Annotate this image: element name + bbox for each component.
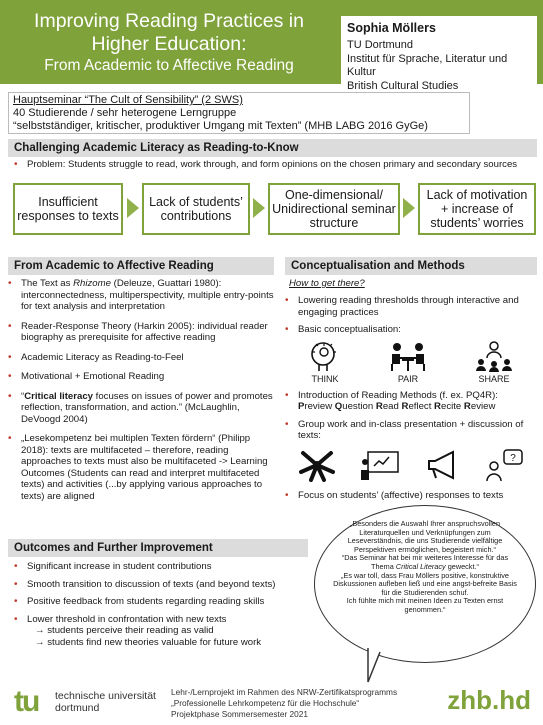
- pair-item: [388, 340, 428, 384]
- arrow-icon: [127, 198, 139, 218]
- outcome-sub-2: → students find new theories valuable for future work: [35, 636, 262, 648]
- left-panel-heading: From Academic to Affective Reading: [8, 257, 274, 275]
- share-item: [474, 340, 514, 384]
- right-panel-list-2: [285, 390, 537, 442]
- left-panel-list: [8, 278, 274, 502]
- list-item: • Academic Literacy as Reading-to-Feel: [8, 352, 274, 364]
- presentation-board-icon: [360, 448, 400, 482]
- flow-box-one-dimensional: One-dimensional/ Unidirectional seminar structure: [268, 183, 400, 235]
- list-item: • Basic conceptualisation:: [285, 324, 537, 336]
- right-panel-list: [285, 295, 537, 336]
- pair-icon: [388, 340, 428, 372]
- flow-box-lack-motivation: Lack of motivation + increase of students’ worries: [418, 183, 536, 235]
- seminar-title: Hauptseminar “The Cult of Sensibility” (2 SWS): [13, 94, 243, 106]
- list-item: • Introduction of Reading Methods (f. ex. PQ4R): Preview Question Read Reflect Recite Review: [285, 390, 537, 413]
- title-line-3: From Academic to Affective Reading: [44, 57, 294, 74]
- list-item: • Smooth transition to discussion of texts (and beyond texts): [14, 579, 314, 591]
- poster-title: [8, 10, 330, 76]
- think-pair-share: [285, 340, 537, 384]
- think-item: [308, 340, 342, 384]
- footer-text: Lehr-/Lernprojekt im Rahmen des NRW-Zertifikatsprogramms „Professionelle Lehrkompetenz für die Hochschule“ Projektphase Sommersemester 2021: [171, 687, 398, 719]
- how-question: How to get there?: [289, 278, 365, 289]
- outcomes-list: [14, 561, 314, 648]
- tu-name: technische universität dortmund: [55, 690, 156, 714]
- right-panel-heading: Conceptualisation and Methods: [285, 257, 537, 275]
- arrow-icon: [403, 198, 415, 218]
- flow-box-insufficient-responses: Insufficient responses to texts: [13, 183, 123, 235]
- zhb-logo: zhb.hd: [447, 685, 531, 715]
- author-affiliation-3: British Cultural Studies: [347, 79, 459, 92]
- discussion-question-icon: [486, 448, 526, 482]
- share-label: SHARE: [478, 373, 510, 384]
- seminar-participants: 40 Studierende / sehr heterogene Lerngruppe: [13, 107, 237, 119]
- svg-text:?: ?: [509, 452, 516, 464]
- share-icon: [474, 340, 514, 372]
- quote-4: Ich fühlte mich mit meinen Ideen zu Texten ernst genommen.“: [346, 596, 504, 614]
- right-panel: [285, 278, 537, 501]
- outcomes-heading: Outcomes and Further Improvement: [8, 539, 308, 557]
- challenge-list: [14, 159, 534, 171]
- author-name: Sophia Möllers: [347, 21, 436, 35]
- right-panel-list-3: [285, 490, 537, 502]
- list-item: • The Text as Rhizome (Deleuze, Guattari 1980): interconnectedness, multiperspectivity, multiple entry-points for text analysis and interpretation: [8, 278, 274, 313]
- list-item: • Reader-Response Theory (Harkin 2005): individual reader biography as prerequisite for affective reading: [8, 321, 274, 344]
- author-affiliation-1: TU Dortmund: [347, 39, 414, 51]
- activity-icons: [285, 448, 537, 482]
- think-label: THINK: [311, 373, 339, 384]
- student-quote-bubble: [314, 505, 536, 663]
- teamwork-hands-icon: [297, 448, 337, 482]
- speech-tail-icon: [366, 648, 382, 684]
- list-item: • Positive feedback from students regarding reading skills: [14, 596, 314, 608]
- outcome-sub-1: → students perceive their reading as valid: [35, 625, 214, 636]
- quote-2: “Das Seminar hat bei mir weiteres Interesse für das Thema Critical Literacy geweckt.“: [341, 553, 509, 571]
- author-affiliation-2: Institut für Sprache, Literatur und Kultur: [347, 52, 508, 78]
- seminar-goal: “selbstständiger, kritischer, produktiver Umgang mit Texten” (MHB LABG 2016 GyGe): [13, 120, 428, 132]
- author-box: [341, 16, 537, 104]
- seminar-info: [8, 92, 470, 134]
- list-item: • Lowering reading thresholds through interactive and engaging practices: [285, 295, 537, 318]
- left-panel: [8, 278, 274, 502]
- arrow-icon: [253, 198, 265, 218]
- problem-statement: • Problem: Students struggle to read, work through, and form opinions on the chosen primary and secondary sources: [14, 159, 534, 171]
- list-item: • Group work and in-class presentation + discussion of texts:: [285, 419, 537, 442]
- list-item: • “Critical literacy focuses on issues of power and promotes reflection, transformation, and action.” (McLaughlin, DeVoogd 2004): [8, 391, 274, 426]
- title-line-1: Improving Reading Practices in: [34, 10, 304, 32]
- flow-box-lack-contributions: Lack of students’ contributions: [142, 183, 250, 235]
- quote-1: „Besonders die Auswahl Ihrer anspruchsvollen Literaturquellen und Verknüpfungen zum Leseverständnis, die uns Studierende vielfältige Perspektiven ermöglichen, begeistert mich.“: [347, 519, 503, 554]
- think-icon: [308, 340, 342, 372]
- title-line-2: Higher Education:: [91, 33, 247, 55]
- list-item: • Lower threshold in confrontation with new texts → students perceive their reading as valid → students find new theories valuable for future work: [14, 614, 314, 649]
- list-item: • Motivational + Emotional Reading: [8, 371, 274, 383]
- quote-3: „Es war toll, dass Frau Möllers positive, konstruktive Diskussionen aufleben ließ und eine angst-befreite Basis für die Studierenden schuf.: [333, 570, 517, 597]
- footer: [0, 683, 543, 725]
- pair-label: PAIR: [397, 373, 419, 384]
- list-item: • „Lesekompetenz bei multiplen Texten fördern“ (Philipp 2018): texts are multifaceted – therefore, reading approaches to texts must also be multifaceted -> Learning Outcomes (Students can read and interpret multifaceted texts) and activities (...by applying various approaches to texts) are aligned: [8, 433, 274, 502]
- megaphone-icon: [423, 448, 463, 482]
- challenge-heading: Challenging Academic Literacy as Reading-to-Know: [8, 139, 537, 157]
- tu-logo: tu: [14, 685, 39, 718]
- list-item: • Focus on students’ (affective) responses to texts: [285, 490, 537, 502]
- list-item: • Significant increase in student contributions: [14, 561, 314, 573]
